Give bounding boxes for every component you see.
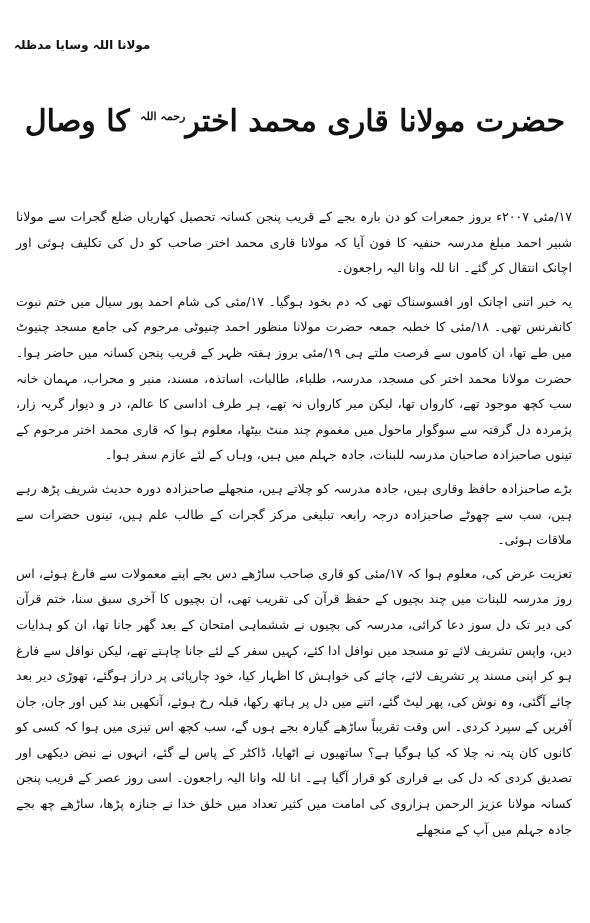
paragraph-1: ۱۷/مئی ۲۰۰۷ء بروز جمعرات کو دن بارہ بجے کے قریب پنجن کسانہ تحصیل کھاریاں ضلع گجرات سے مولانا شبیر احمد مبلغ مدرسہ حنفیہ کا فون آیا کہ مولانا قاری محمد اختر صاحب کو دل کی تکلیف ہوئی اور اچانک انتقال کر گئے۔ انا للہ وانا الیہ راجعون۔	[16, 209, 572, 276]
article-title	[0, 104, 590, 139]
title-end-text: کا وصال	[24, 104, 130, 139]
article-body	[16, 204, 572, 850]
title-honorific: رحمہ اللہ	[140, 110, 186, 123]
paragraph-4: تعزیت عرض کی، معلوم ہوا کہ ۱۷/مئی کو قاری صاحب ساڑھے دس بجے اپنے معمولات سے فارغ ہوئے، اس روز مدرسہ للبنات میں چند بچیوں کے حفظ قرآن کی تقریب تھی، ان بچیوں کا آخری سبق سنا، ختم قرآن کی دیر تک دل سوز دعا کرائی، مدرسہ کی بچیوں نے ششماہی امتحان کے بعد گھر جانا تھا، ان کو ہدایات دیں، واپس تشریف لائے تو مسجد میں نوافل ادا کئے، کہیں سفر کے لئے جانا چاہتے تھے، لیکن نوافل سے فارغ ہو کر اپنی مسند پر تشریف لائے، چائے کی خواہش کا اظہار کیا، خود چارپائی پر دراز ہوگئے، تھوڑی دیر بعد چائے آگئی، وہ نوش کی، پھر لیٹ گئے، اتنے میں دل پر ہاتھ رکھا، قبلہ رخ ہوئے، آنکھیں بند کیں اور جان، جان آفریں کے سپرد کردی۔ اس وقت تقریباً ساڑھے گیارہ بجے ہوں گے، سب کچھ اس تیزی میں ہوا کہ کسی کو کانوں کان پتہ نہ چلا کہ کیا ہوگیا ہے؟ ساتھیوں نے اٹھایا، ڈاکٹر کے پاس لے گئے، انہوں نے نبض دیکھی اور تصدیق کردی کہ دل کی بے قراری کو قرار آگیا ہے۔ انا للہ وانا الیہ راجعون۔ اسی روز عصر کے قریب پنجن کسانہ مولانا عزیز الرحمن ہزاروی کی امامت میں کثیر تعداد میں خلق خدا نے جنازہ پڑھا، ساڑھے چھ بجے جادہ جہلم میں آپ کے منجھلے	[16, 565, 572, 837]
title-text: حضرت مولانا قاری محمد اختر	[185, 104, 566, 139]
paragraph-2: یہ خبر اتنی اچانک اور افسوسناک تھی کہ دم بخود ہوگیا۔ ۱۷/مئی کی شام احمد پور سیال میں ختم نبوت کانفرنس تھی۔ ۱۸/مئی کا خطبہ جمعہ حضرت مولانا منظور احمد چنیوٹی مرحوم کی جامع مسجد چنیوٹ میں طے تھا، ان کاموں سے فرصت ملتے ہی ۱۹/مئی بروز ہفتہ ظہر کے قریب پنجن کسانہ میں حاضر ہوا۔ حضرت مولانا محمد اختر کی مسجد، مدرسہ، طلباء، طالبات، اساتذہ، مسند، منبر و محراب، مہمان خانہ سب کچھ موجود تھے، کارواں تھا، لیکن میر کارواں نہ تھے، ہر طرف اداسی کا عالم، در و دیوار گریہ زار، پژمردہ دل گرفتہ سے سوگوار ماحول میں مغموم چند منٹ بیٹھا، معلوم ہوا کہ قاری محمد اختر مرحوم کے تینوں صاحبزادہ صاحبان مدرسہ للبنات، جادہ جہلم میں ہیں، وہاں کے لئے عازم سفر ہوا۔	[16, 293, 572, 463]
author-byline: مولانا اللہ وسایا مدظلہ	[14, 38, 151, 52]
paragraph-3: بڑے صاحبزادہ حافظ وقاری ہیں، جادہ مدرسہ کو چلاتے ہیں، منجھلے صاحبزادہ دورہ حدیث شریف پڑھ رہے ہیں، سب سے چھوٹے صاحبزادہ درجہ رابعہ تبلیغی مرکز گجرات کے طالب علم ہیں، تینوں حضرات سے ملاقات ہوئی۔	[16, 480, 572, 548]
